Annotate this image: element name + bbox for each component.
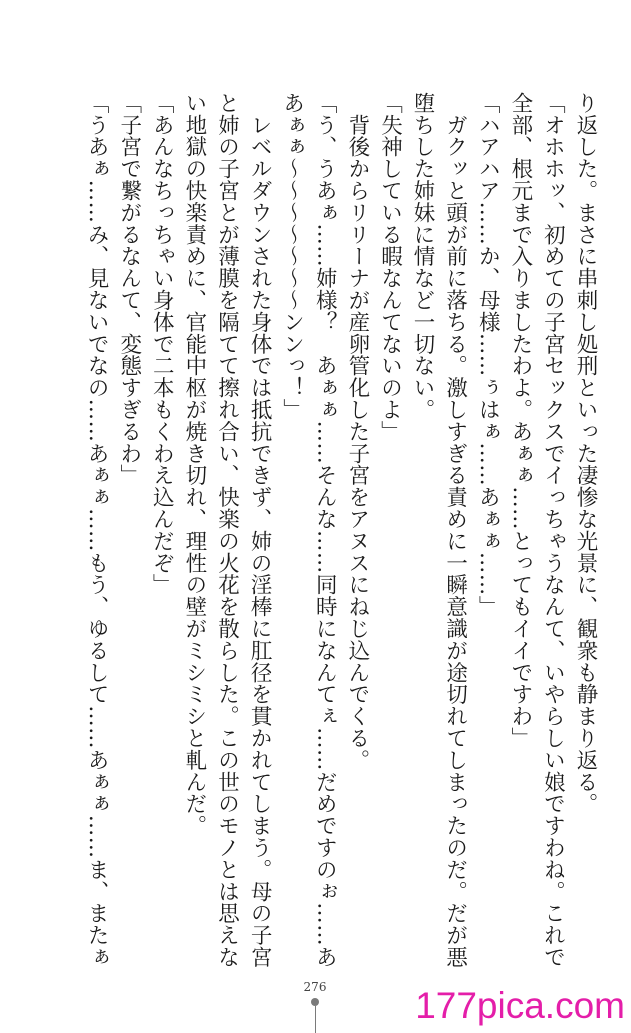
text-line: 「子宮で繋がるなんて、変態すぎるわ」 xyxy=(116,92,142,487)
text-line: 全部、根元まで入りましたわよ。あぁぁ……とってもイイですわ」 xyxy=(507,92,533,749)
page-marker-dot-icon xyxy=(311,998,319,1006)
vertical-text-body xyxy=(80,92,602,968)
watermark-logo[interactable]: 177pica.com xyxy=(415,985,625,1026)
text-line: 「う、うあぁ……姉様？ あぁぁ……そんな……同時になんてぇ……だめですのぉ……あ xyxy=(312,92,338,968)
text-line: 「あんなちっちゃい身体で二本もくわえ込んだぞ」 xyxy=(149,92,175,596)
text-line: 「オホホッ、初めての子宮セックスでイっちゃうなんて、いやらしい娘ですわね。これで xyxy=(540,92,566,968)
page-marker-line xyxy=(315,1006,316,1033)
text-line: 「失神している暇なんてないのよ」 xyxy=(377,92,403,443)
text-line: と姉の子宮とが薄膜を隔てて擦れ合い、快楽の火花を散らした。この世のモノとは思えな xyxy=(214,92,240,968)
text-line: り返した。まさに串刺し処刑といった凄惨な光景に、観衆も静まり返る。 xyxy=(573,92,598,815)
text-line: ガクッと頭が前に落ちる。激しすぎる責めに一瞬意識が途切れてしまったのだ。だが悪 xyxy=(442,92,468,968)
text-line: あぁぁ〜〜〜〜〜〜〜ンンっ！」 xyxy=(279,92,305,421)
text-line: 「うあぁ……み、見ないでなの……あぁぁ……もう、ゆるして……あぁぁ……ま、またぁ xyxy=(84,92,110,968)
page-number: 276 xyxy=(303,980,327,994)
text-line: 堕ちした姉妹に情など一切ない。 xyxy=(410,92,436,421)
text-line: レベルダウンされた身体では抵抗できず、姉の淫棒に肛径を貫かれてしまう。母の子宮 xyxy=(247,92,273,968)
text-line: 背後からリリーナが産卵管化した子宮をアヌスにねじ込んでくる。 xyxy=(344,92,370,771)
text-line: 「ハアハア……か、母様……ぅはぁ……あぁぁ……」 xyxy=(475,92,501,618)
text-line: い地獄の快楽責めに、官能中枢が焼き切れ、理性の壁がミシミシと軋んだ。 xyxy=(181,92,207,837)
